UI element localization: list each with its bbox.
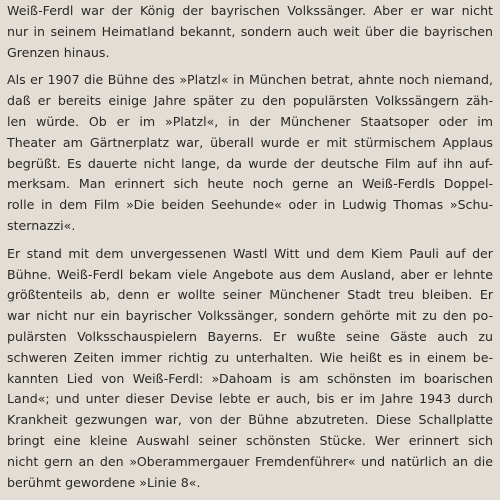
text-line: nicht gern an den »Oberammergauer Fremdenführer« und natürlich an die [7, 453, 493, 469]
text-line: nur in seinem Heimatland bekannt, sondern auch weit über die bayrischen [7, 23, 493, 39]
text-line: war nicht nur ein bayrischer Volkssänger, sondern gehörte mit zu den po- [7, 308, 493, 324]
text-line: sternazzi«. [7, 217, 76, 233]
paragraph-3 [7, 244, 493, 494]
text-line: Grenzen hinaus. [7, 44, 110, 60]
text-line: Theater am Gärtnerplatz war, überall wurde er mit stürmischem Applaus [7, 134, 493, 150]
text-line: Als er 1907 die Bühne des »Platzl« in München betrat, ahnte noch niemand, [7, 72, 493, 88]
text-line: len würde. Ob er im »Platzl«, in der Münchener Staatsoper oder im [7, 113, 493, 129]
text-line: kannten Lied von Weiß-Ferdl: »Dahoam is am schönsten im boarischen [7, 370, 493, 386]
text-line: berühmt gewordene »Linie 8«. [7, 474, 201, 490]
text-line: rolle in dem Film »Die beiden Seehunde« oder in Ludwig Thomas »Schu- [7, 197, 493, 213]
text-line: daß er bereits einige Jahre später zu den populärsten Volkssängern zäh- [7, 93, 493, 109]
text-line: Er stand mit dem unvergessenen Wastl Witt und dem Kiem Pauli auf der [7, 245, 493, 261]
paragraph-1 [7, 1, 493, 63]
text-line: Krankheit gezwungen war, von der Bühne abzutreten. Diese Schallplatte [7, 412, 493, 428]
liner-notes-text [7, 1, 493, 500]
text-line: Weiß-Ferdl war der König der bayrischen Volkssänger. Aber er war nicht [7, 3, 493, 18]
text-line: Land«; und unter dieser Devise lebte er auch, bis er im Jahre 1943 durch [7, 391, 493, 407]
text-line: Bühne. Weiß-Ferdl bekam viele Angebote aus dem Ausland, aber er lehnte [7, 266, 493, 282]
text-line: pulärsten Volksschauspielern Bayerns. Er wußte seine Gäste auch zu [7, 328, 493, 344]
text-line: merksam. Man erinnert sich heute noch gerne an Weiß-Ferdls Doppel- [7, 176, 493, 192]
text-line: größtenteils ab, denn er wollte seiner Münchener Stadt treu bleiben. Er [7, 287, 493, 303]
paragraph-2 [7, 70, 493, 236]
text-line: bringt eine kleine Auswahl seiner schönsten Stücke. Wer erinnert sich [7, 432, 493, 448]
text-line: schweren Zeiten immer richtig zu unterhalten. Wie heißt es in einem be- [7, 349, 493, 365]
text-line: begrüßt. Es dauerte nicht lange, da wurde der deutsche Film auf ihn auf- [7, 155, 493, 171]
